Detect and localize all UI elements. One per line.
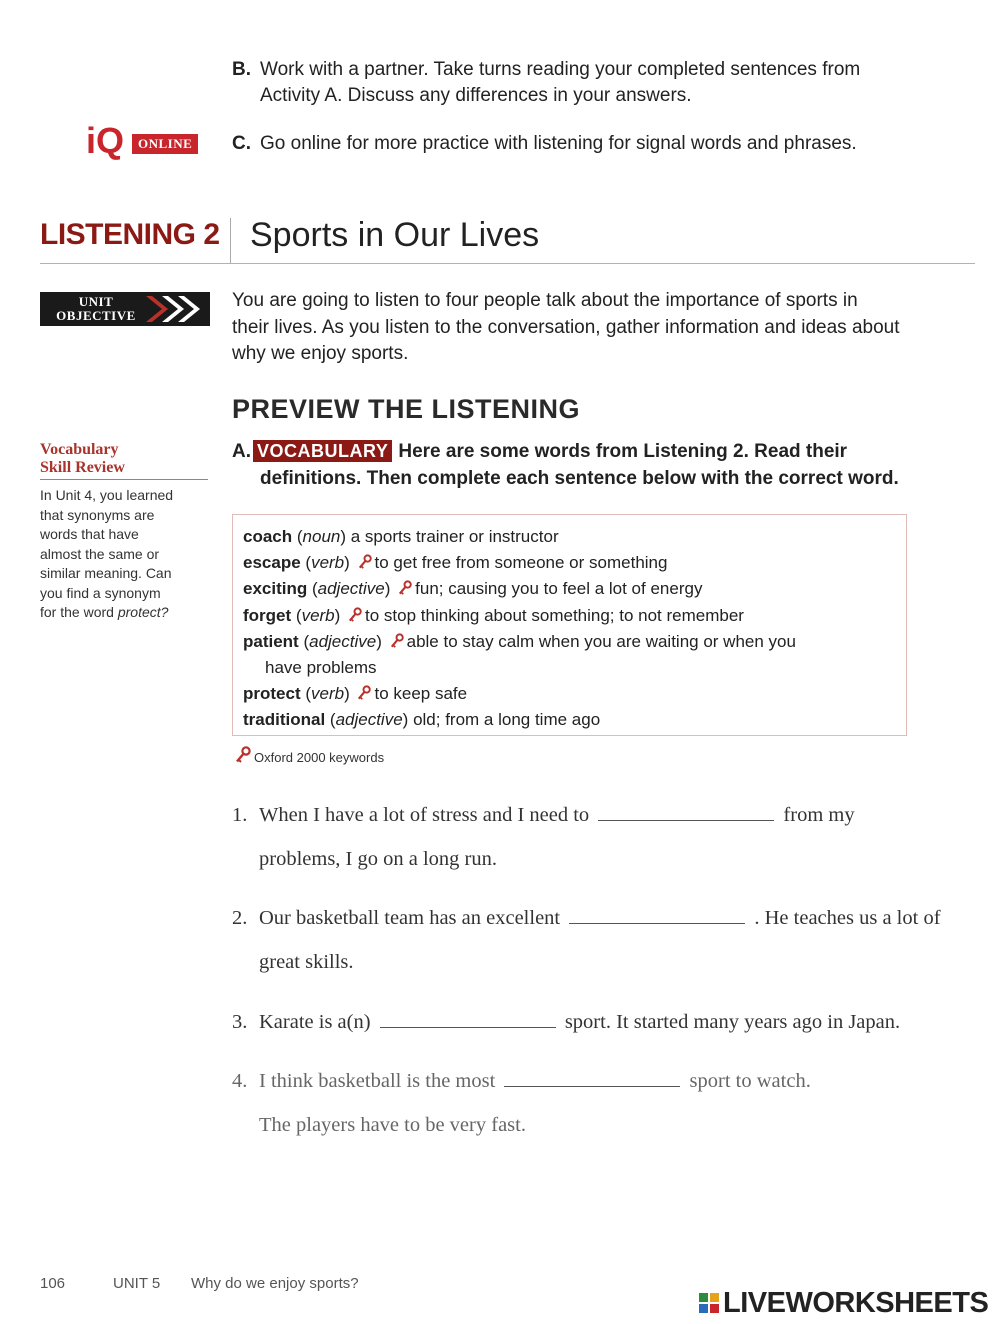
activity-a-line2: definitions. Then complete each sentence below with the correct word. xyxy=(260,468,899,489)
sidebar-rule xyxy=(40,479,208,480)
vocab-definition: a sports trainer or instructor xyxy=(350,527,559,546)
sentence-item xyxy=(232,903,977,977)
vocabulary-entry: exciting (adjective) fun; causing you to feel a lot of energy xyxy=(243,579,703,599)
unit-objective-label xyxy=(48,295,144,323)
page-number: 106 xyxy=(40,1275,66,1292)
sidebar-line: In Unit 4, you learned xyxy=(40,487,174,503)
vocab-pos: noun xyxy=(302,527,341,546)
sidebar-line: that synonyms are xyxy=(40,506,155,523)
vocabulary-entry: traditional (adjective) old; from a long time ago xyxy=(243,710,601,730)
unit-objective-line2: OBJECTIVE xyxy=(56,308,136,323)
vocab-word: traditional xyxy=(243,710,326,730)
iq-brand: iQ xyxy=(86,120,125,161)
key-icon xyxy=(348,607,362,623)
key-icon xyxy=(398,580,412,596)
vocab-definition: fun; causing you to feel a lot of energy xyxy=(415,579,703,599)
vocab-word: forget xyxy=(243,605,292,625)
intro-line2: their lives. As you listen to the conversation, gather information and ideas about xyxy=(232,316,900,338)
vocab-pos: verb xyxy=(301,605,335,625)
intro-line1: You are going to listen to four people talk about the importance of sports in xyxy=(232,290,858,311)
intro-line3: why we enjoy sports. xyxy=(232,343,409,364)
sidebar-last-prefix: for the word xyxy=(40,604,118,620)
activity-b-line2: Activity A. Discuss any differences in your answers. xyxy=(260,85,692,106)
key-icon xyxy=(357,685,371,701)
sidebar-line: you find a synonym xyxy=(40,584,161,601)
answer-blank[interactable] xyxy=(504,1070,680,1087)
sentence-before: I think basketball is the most xyxy=(259,1070,496,1092)
answer-blank[interactable] xyxy=(569,907,745,924)
sidebar-line: similar meaning. Can xyxy=(40,565,172,581)
unit-objective-badge xyxy=(40,292,210,326)
liveworksheets-logo-icon xyxy=(699,1293,719,1313)
sentence-after: . He teaches us a lot of xyxy=(754,907,941,929)
unit-objective-line1: UNIT xyxy=(78,294,114,309)
vocabulary-entry: forget (verb) to stop thinking about something; to not remember xyxy=(243,605,744,625)
iq-online-label: ONLINE xyxy=(132,134,198,154)
vocab-word: patient xyxy=(243,631,299,651)
vocabulary-list xyxy=(243,524,893,734)
section-rule xyxy=(40,263,975,264)
arrows-icon xyxy=(144,294,208,324)
sentence-before: Our basketball team has an excellent xyxy=(259,907,561,929)
liveworksheets-watermark xyxy=(699,1287,988,1320)
vocab-definition: able to stay calm when you are waiting or when you xyxy=(406,631,796,651)
key-icon xyxy=(390,633,404,649)
activity-a xyxy=(232,438,952,492)
vocabulary-badge: VOCABULARY xyxy=(253,440,392,462)
vsr-title-line1: Vocabulary xyxy=(40,441,119,458)
sentence-after: sport. It started many years ago in Japan. xyxy=(564,1011,901,1033)
page-footer xyxy=(40,1275,359,1292)
vocabulary-entry: coach (noun) a sports trainer or instructor xyxy=(243,527,559,546)
vocab-definition: to get free from someone or something xyxy=(374,553,668,573)
sentence-after: sport to watch. xyxy=(689,1070,811,1092)
preview-heading: PREVIEW THE LISTENING xyxy=(232,394,581,424)
vocab-pos: adjective xyxy=(335,710,403,730)
sentence-item xyxy=(232,1066,977,1140)
sidebar-line: words that have xyxy=(40,526,139,542)
sidebar-last-word: protect? xyxy=(117,604,169,620)
vocabulary-entry: patient (adjective) able to stay calm when you are waiting or when you have problems xyxy=(243,629,893,681)
vocab-definition: to keep safe xyxy=(374,684,468,704)
footer-question: Why do we enjoy sports? xyxy=(191,1275,359,1292)
unit-objective-text xyxy=(232,288,977,368)
sentence-number: 2. xyxy=(232,907,248,929)
vocab-word: protect xyxy=(243,684,301,704)
vocabulary-entry: escape (verb) to get free from someone or something xyxy=(243,553,668,573)
sentence-before: When I have a lot of stress and I need to xyxy=(259,804,590,826)
keywords-note xyxy=(232,746,384,765)
activity-b xyxy=(232,57,952,109)
vocabulary-entry: protect (verb) to keep safe xyxy=(243,684,468,704)
sidebar-line: almost the same or xyxy=(40,545,160,562)
sentence-number: 1. xyxy=(232,804,248,826)
vocab-pos: verb xyxy=(311,684,345,704)
sentence-line2: great skills. xyxy=(259,951,354,973)
footer-unit: UNIT 5 xyxy=(113,1275,161,1292)
watermark-text: LIVEWORKSHEETS xyxy=(723,1287,989,1319)
vocab-definition: old; from a long time ago xyxy=(413,710,601,730)
iq-online-logo[interactable] xyxy=(86,120,210,160)
key-icon xyxy=(358,554,372,570)
vocab-word: escape xyxy=(243,553,301,573)
vocab-definition: to stop thinking about something; to not remember xyxy=(365,605,744,625)
activity-a-line1: Here are some words from Listening 2. Read their xyxy=(398,441,848,462)
vocabulary-skill-review-text xyxy=(40,486,208,623)
key-icon xyxy=(235,746,251,764)
activity-c xyxy=(232,131,952,157)
vocabulary-box xyxy=(232,514,907,736)
vsr-title-line2: Skill Review xyxy=(40,459,125,476)
vocab-word: coach xyxy=(243,527,293,546)
section-label: LISTENING 2 xyxy=(40,218,220,251)
sentence-number: 3. xyxy=(232,1011,248,1033)
vocab-word: exciting xyxy=(243,579,308,599)
vocab-pos: adjective xyxy=(317,579,385,599)
keywords-note-text: Oxford 2000 keywords xyxy=(254,750,385,765)
activity-c-letter: C. xyxy=(232,133,251,154)
vocab-pos: adjective xyxy=(309,631,377,651)
sidebar-line-last xyxy=(40,603,208,623)
vocab-definition-cont: have problems xyxy=(265,658,377,678)
sentence-after: from my xyxy=(783,804,855,826)
sentence-item xyxy=(232,1007,977,1037)
activity-a-letter: A. xyxy=(232,441,251,462)
section-divider xyxy=(230,218,231,264)
activity-b-letter: B. xyxy=(232,59,251,80)
sentence-line2: problems, I go on a long run. xyxy=(259,848,497,870)
sentence-number: 4. xyxy=(232,1070,248,1092)
answer-blank[interactable] xyxy=(598,804,774,821)
answer-blank[interactable] xyxy=(380,1011,556,1028)
activity-c-text: Go online for more practice with listening for signal words and phrases. xyxy=(260,133,857,154)
section-title: Sports in Our Lives xyxy=(250,216,540,254)
sentence-item xyxy=(232,800,977,874)
sentence-line2: The players have to be very fast. xyxy=(259,1114,526,1136)
vocab-pos: verb xyxy=(311,553,345,573)
sentence-before: Karate is a(n) xyxy=(259,1011,371,1033)
vocabulary-skill-review-title xyxy=(40,441,210,477)
activity-b-line1: Work with a partner. Take turns reading your completed sentences from xyxy=(260,59,861,80)
